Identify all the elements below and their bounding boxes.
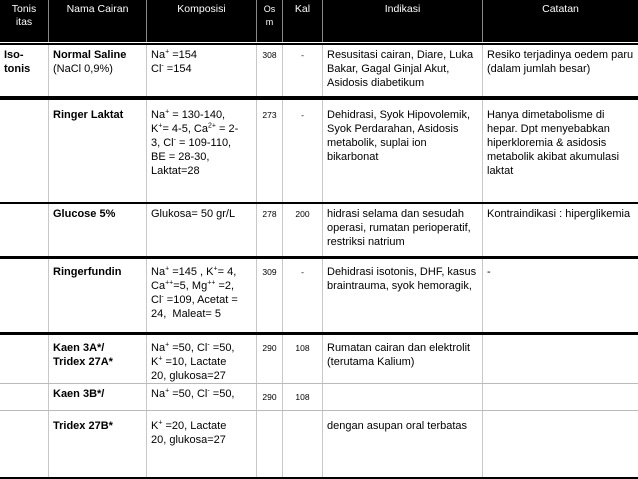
komposisi-cell: [146, 45, 256, 96]
komposisi-cell: [146, 335, 256, 385]
nama-cell: Glucose 5%: [48, 204, 146, 256]
kal-cell: 108: [282, 335, 322, 385]
nama-cell: [48, 45, 146, 96]
kal-cell: -: [282, 100, 322, 202]
komposisi-cell: [146, 259, 256, 332]
indikasi-cell: Resusitasi cairan, Diare, Luka Bakar, Gagal Ginjal Akut, Asidosis diabetikum: [322, 45, 482, 96]
osm-cell: 273: [256, 100, 282, 202]
header-komposisi: Komposisi: [146, 0, 256, 42]
indikasi-cell: hidrasi selama dan sesudah operasi, rumatan perioperatif, restriksi natrium: [322, 204, 482, 256]
nama-cell: Ringer Laktat: [48, 100, 146, 202]
osm-cell: [256, 411, 282, 477]
tonisitas-spacer: [0, 335, 48, 385]
komposisi-cell: Glukosa= 50 gr/L: [146, 204, 256, 256]
indikasi-cell: dengan asupan oral terbatas: [322, 411, 482, 477]
tonisitas-spacer: [0, 204, 48, 256]
tonisitas-cell: Iso- tonis: [4, 49, 31, 75]
osm-cell: 290: [256, 335, 282, 385]
osm-cell: 309: [256, 259, 282, 332]
komposisi-cell: [146, 100, 256, 202]
komposisi-text: Na+ = 130-140, K+= 4-5, $Ca^{2+} = 2-$ 3, Cl- = 109-110, BE = 28-30, Laktat=28: [151, 108, 239, 177]
nama-cell: Tridex 27B*: [48, 411, 146, 477]
nama-cell: [48, 335, 146, 385]
komposisi-text: Na+ =50, Cl- =50, K+ =10, Lactate 20, glukosa=27: [151, 341, 235, 382]
table-header: [0, 0, 638, 43]
komposisi-text: K+ =20, Lactate 20, glukosa=27: [151, 419, 227, 446]
catatan-cell: [482, 411, 638, 477]
nama-sub-text: Tridex 27A*: [53, 356, 113, 368]
table-row: [0, 43, 638, 96]
kal-cell: -: [282, 45, 322, 96]
tonisitas-spacer: [0, 411, 48, 477]
header-tonisitas: Tonis itas: [11, 3, 37, 28]
kal-cell: [282, 411, 322, 477]
header-indikasi: Indikasi: [322, 0, 482, 42]
tonisitas-spacer: [0, 259, 48, 332]
table-row: [0, 257, 638, 332]
table-row: [0, 333, 638, 385]
indikasi-cell: Rumatan cairan dan elektrolit (terutama Kalium): [322, 335, 482, 385]
table-row: [0, 383, 638, 410]
komposisi-text: Na+ =154 Cl- =154: [151, 48, 197, 75]
nama-sub-text: (NaCl 0,9%): [53, 63, 113, 75]
osm-cell: 278: [256, 204, 282, 256]
indikasi-cell: [322, 384, 482, 410]
catatan-cell: Resiko terjadinya oedem paru (dalam jumlah besar): [482, 45, 638, 96]
kal-cell: -: [282, 259, 322, 332]
nama-text: Normal Saline: [53, 49, 127, 61]
osm-cell: 290: [256, 384, 282, 410]
indikasi-cell: Dehidrasi isotonis, DHF, kasus braintrauma, syok hemoragik,: [322, 259, 482, 332]
table-row: [0, 410, 638, 477]
tonisitas-spacer: [0, 384, 48, 410]
nama-text: Kaen 3A*/: [53, 342, 105, 354]
kal-cell: 200: [282, 204, 322, 256]
indikasi-cell: Dehidrasi, Syok Hipovolemik, Syok Perdarahan, Asidosis metabolik, suplai ion bikarbonat: [322, 100, 482, 202]
tonisitas-spacer: [0, 100, 48, 202]
catatan-cell: Kontraindikasi : hiperglikemia: [482, 204, 638, 256]
komposisi-text: Na+ =145 , K+= 4, Ca++=5, Mg++ =2, Cl- =109, Acetat = 24, Maleat= 5: [151, 265, 238, 320]
kal-cell: 108: [282, 384, 322, 410]
header-osm: Os m: [256, 0, 282, 42]
nama-cell: Kaen 3B*/: [48, 384, 146, 410]
catatan-cell: [482, 384, 638, 410]
catatan-cell: Hanya dimetabolisme di hepar. Dpt menyebabkan hiperkloremia & asidosis metabolik akibat akumulasi laktat: [482, 100, 638, 202]
table-row: [0, 98, 638, 202]
komposisi-cell: [146, 384, 256, 410]
header-catatan: Catatan: [482, 0, 638, 42]
osm-cell: 308: [256, 45, 282, 96]
catatan-cell: [482, 335, 638, 385]
komposisi-cell: [146, 411, 256, 477]
catatan-cell: -: [482, 259, 638, 332]
nama-cell: Ringerfundin: [48, 259, 146, 332]
header-nama-cairan: Nama Cairan: [48, 0, 146, 42]
komposisi-text: Na+ =50, Cl- =50,: [151, 387, 235, 400]
header-kal: Kal: [282, 0, 322, 42]
table-row: [0, 202, 638, 256]
